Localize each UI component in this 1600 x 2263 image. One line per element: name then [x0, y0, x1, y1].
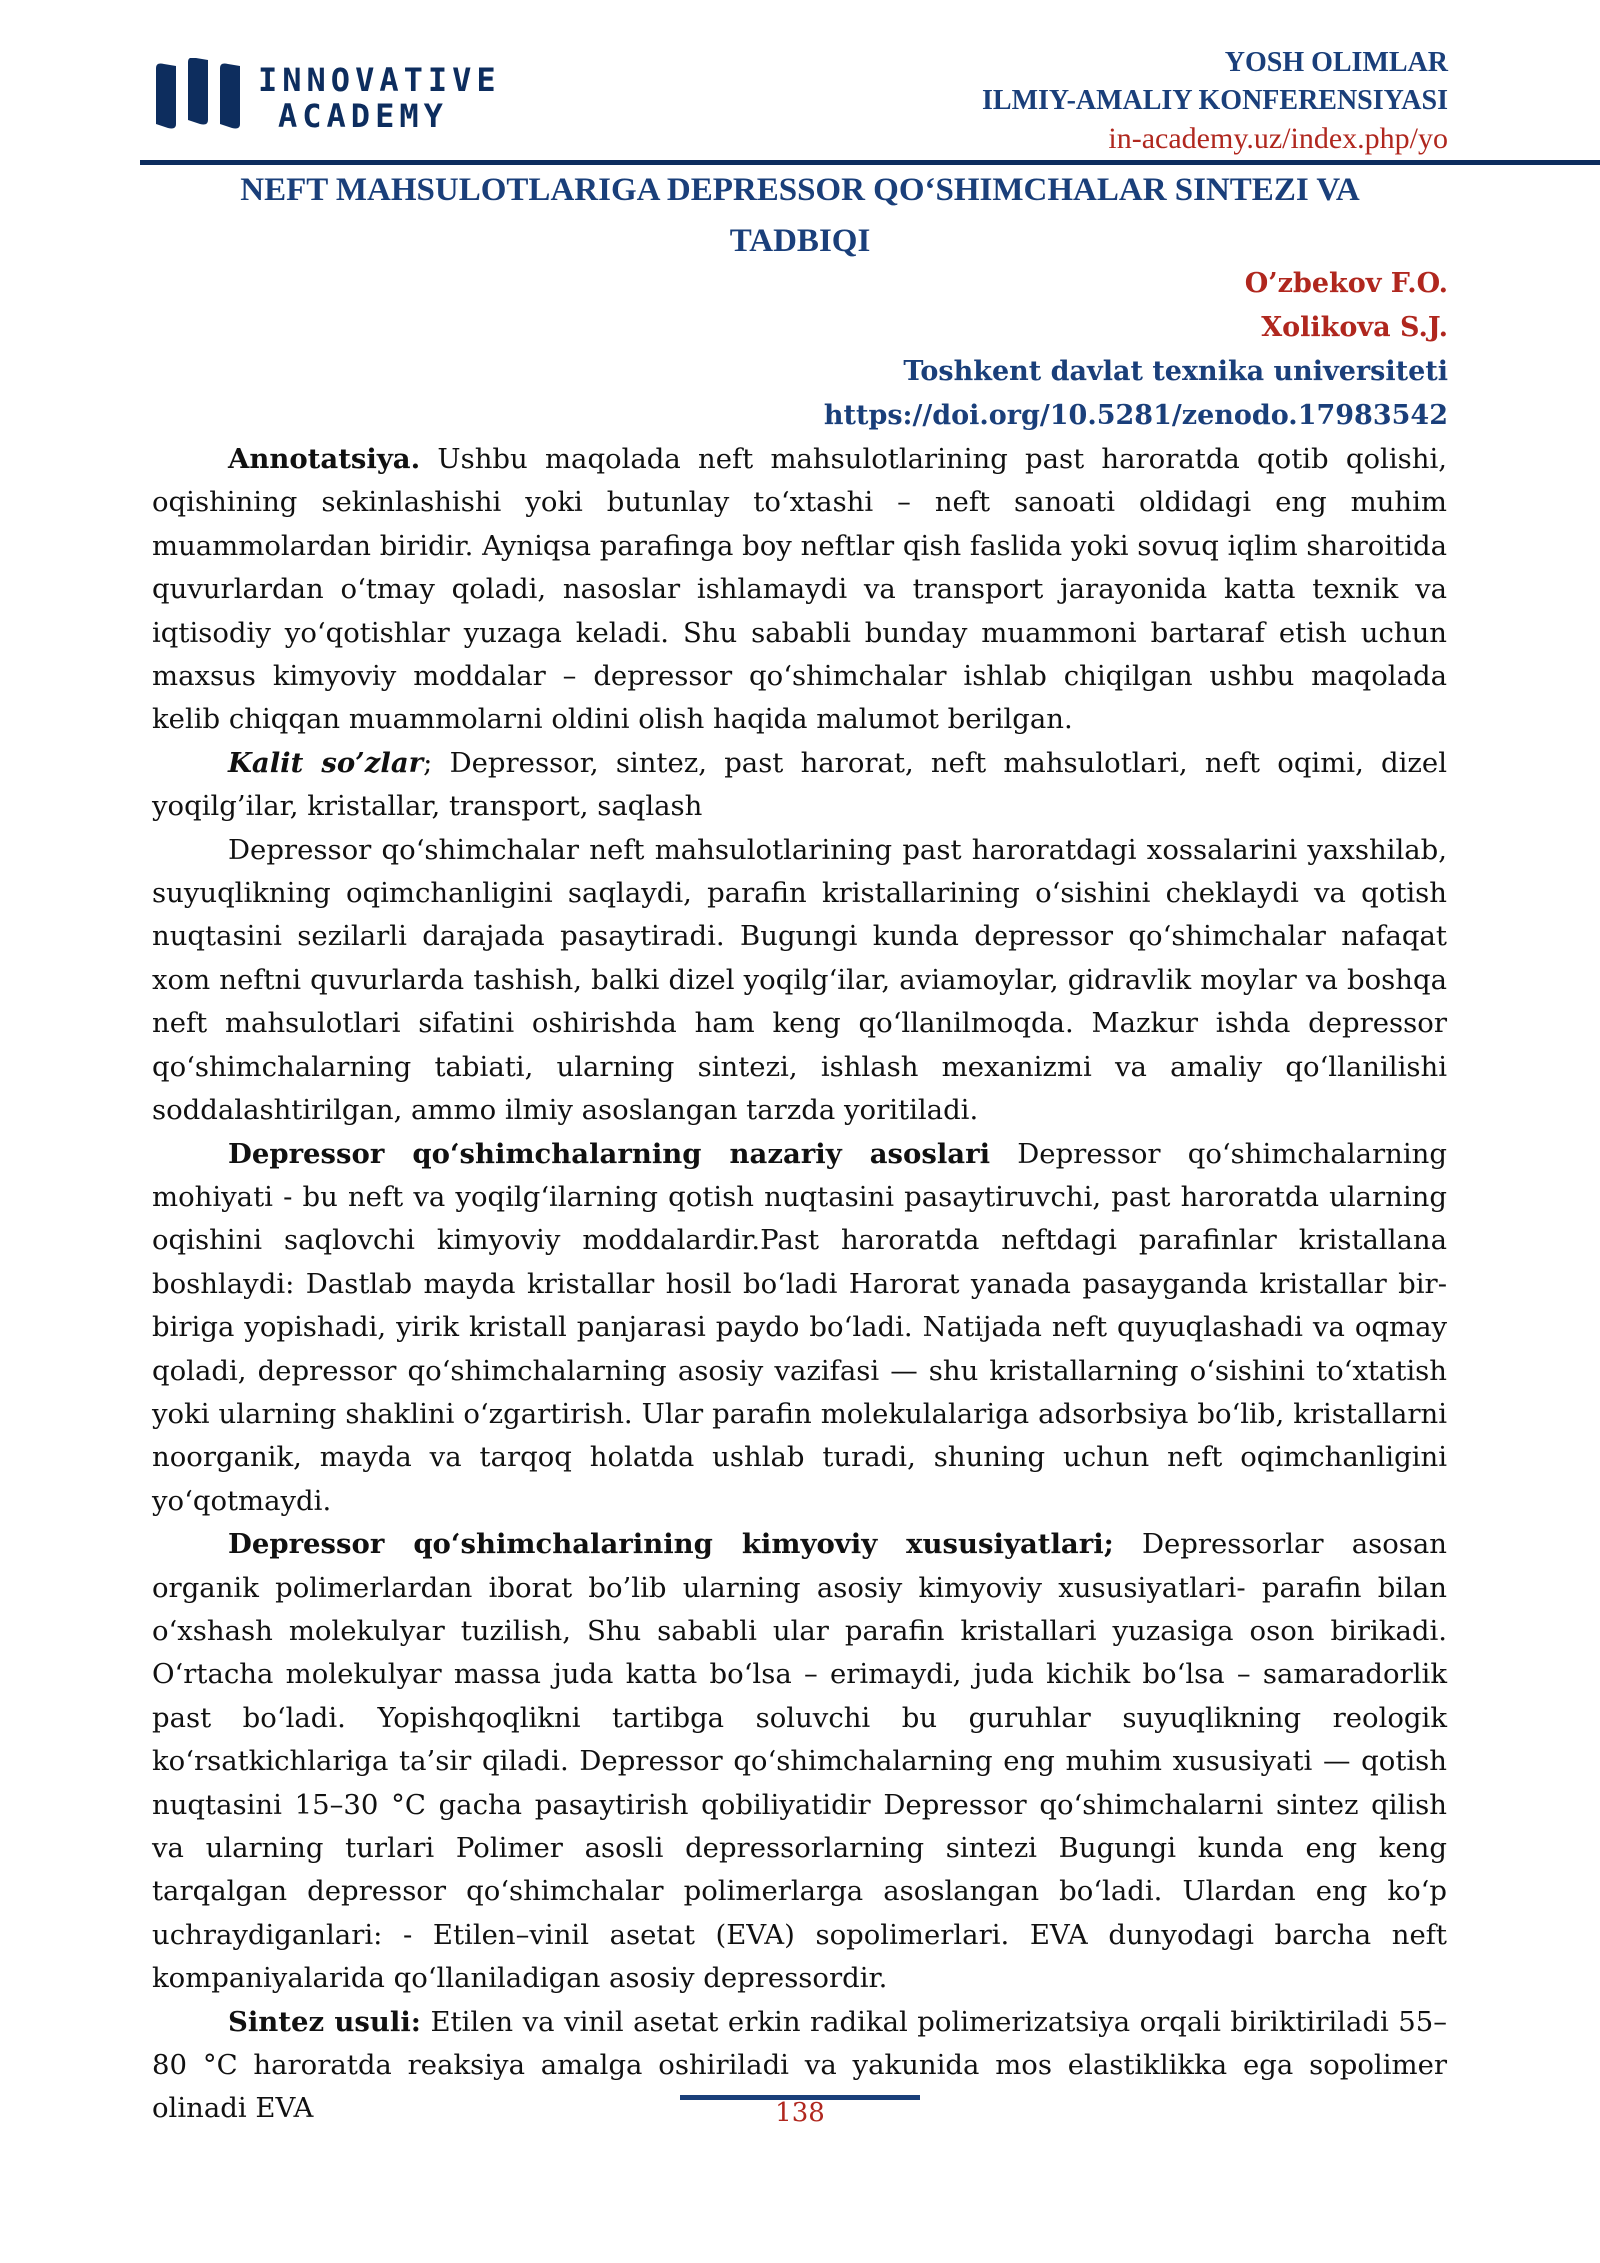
keywords-text: ; Depressor, sintez, past harorat, neft mahsulotlari, neft oqimi, dizel yoqilg’ilar, kristallar, transport, saqlash — [152, 746, 1447, 823]
logo-line2: ACADEMY — [278, 97, 448, 135]
author-2: Xolikova S.J. — [1261, 312, 1448, 343]
page-number: 138 — [775, 2098, 825, 2128]
publisher-logo — [150, 58, 501, 135]
paper-meta — [824, 262, 1448, 438]
abstract-text: Ushbu maqolada neft mahsulotlarining past haroratda qotib qolishi, oqishining sekinlashishi yoki butunlay to‘xtashi – neft sanoati oldidagi eng muhim muammolardan biridir. Ayniqsa parafinga boy neftlar qish faslida yoki sovuq iqlim sharoitida quvurlardan o‘tmay qoladi, nasoslar ishlamaydi va transport jarayonida katta texnik va iqtisodiy yo‘qotishlar yuzaga keladi. Shu sababli bunday muammoni bartaraf etish uchun maxsus kimyoviy moddalar – depressor qo‘shimchalar ishlab chiqilgan ushbu maqolada kelib chiqqan muammolarni oldini olish haqida malumot berilgan. — [152, 443, 1447, 736]
paper-title — [180, 165, 1420, 267]
theory-heading: Depressor qo‘shimchalarning nazariy asoslari — [228, 1137, 991, 1170]
keywords-paragraph — [152, 742, 1447, 829]
doi-link[interactable]: https://doi.org/10.5281/zenodo.17983542 — [823, 400, 1448, 431]
logo-line1: INNOVATIVE — [258, 61, 501, 99]
abstract-label: Annotatsiya. — [228, 443, 421, 475]
keywords-label: Kalit so’zlar — [228, 746, 424, 779]
logo-mark-icon — [150, 58, 250, 130]
paper-body — [152, 438, 1447, 2131]
conference-header — [982, 44, 1448, 158]
title-line2: TADBIQI — [729, 223, 871, 259]
synthesis-heading: Sintez usuli: — [228, 2005, 421, 2038]
affiliation: Toshkent davlat texnika universiteti — [903, 356, 1448, 387]
theory-text: Depressor qo‘shimchalarning mohiyati - bu neft va yoqilg‘ilarning qotish nuqtasini pasaytiruvchi, past haroratda ularning oqishini saqlovchi kimyoviy moddalardir.Past haroratda neftdagi parafinlar kristallana boshlaydi: Dastlab mayda kristallar hosil bo‘ladi Harorat yanada pasayganda kristallar bir-biriga yopishadi, yirik kristall panjarasi paydo bo‘ladi. Natijada neft quyuqlashadi va oqmay qoladi, depressor qo‘shimchalarning asosiy vazifasi — shu kristallarning o‘sishini to‘xtatish yoki ularning shaklini o‘zgartirish. Ular parafin molekulalariga adsorbsiya bo‘lib, kristallarni noorganik, mayda va tarqoq holatda ushlab turadi, shuning uchun neft oqimchanligini yo‘qotmaydi. — [152, 1137, 1447, 1517]
conference-line2: ILMIY-AMALIY KONFERENSIYASI — [982, 85, 1448, 116]
chem-paragraph — [152, 1523, 1447, 2000]
theory-paragraph — [152, 1133, 1447, 1524]
synthesis-text: Etilen va vinil asetat erkin radikal polimerizatsiya orqali biriktiriladi 55–80 °C haroratda reaksiya amalga oshiriladi va yakunida mos elastiklikka ega sopolimer olinadi EVA — [152, 2005, 1447, 2125]
abstract-paragraph — [152, 438, 1447, 742]
title-line1: NEFT MAHSULOTLARIGA DEPRESSOR QO‘SHIMCHALAR SINTEZI VA — [240, 172, 1360, 208]
intro-paragraph: Depressor qo‘shimchalar neft mahsulotlarining past haroratdagi xossalarini yaxshilab, suyuqlikning oqimchanligini saqlaydi, parafin kristallarining o‘sishini cheklaydi va qotish nuqtasini sezilarli darajada pasaytiradi. Bugungi kunda depressor qo‘shimchalar nafaqat xom neftni quvurlarda tashish, balki dizel yoqilg‘ilar, aviamoylar, gidravlik moylar va boshqa neft mahsulotlari sifatini oshirishda ham keng qo‘llanilmoqda. Mazkur ishda depressor qo‘shimchalarning tabiati, ularning sintezi, ishlash mexanizmi va amaliy qo‘llanilishi soddalashtirilgan, ammo ilmiy asoslangan tarzda yoritiladi. — [152, 833, 1447, 1127]
conference-line1: YOSH OLIMLAR — [1224, 47, 1448, 78]
chem-text: Depressorlar asosan organik polimerlardan iborat bo’lib ularning asosiy kimyoviy xususiyatlari- parafin bilan o‘xshash molekulyar tuzilish, Shu sababli ular parafin kristallari yuzasiga oson birikadi. O‘rtacha molekulyar massa juda katta bo‘lsa – erimaydi, juda kichik bo‘lsa – samaradorlik past bo‘ladi. Yopishqoqlikni tartibga soluvchi bu guruhlar suyuqlikning reologik ko‘rsatkichlariga ta’sir qiladi. Depressor qo‘shimchalarning eng muhim xususiyati — qotish nuqtasini 15–30 °C gacha pasaytirish qobiliyatidir Depressor qo‘shimchalarni sintez qilish va ularning turlari Polimer asosli depressorlarning sintezi Bugungi kunda eng keng tarqalgan depressor qo‘shimchalar polimerlarga asoslangan bo‘ladi. Ulardan eng ko‘p uchraydiganlari: - Etilen–vinil asetat (EVA) sopolimerlari. EVA dunyodagi barcha neft kompaniyalarida qo‘llaniladigan asosiy depressordir. — [152, 1528, 1447, 1995]
logo-wordmark — [258, 62, 501, 134]
chem-heading: Depressor qo‘shimchalarining kimyoviy xususiyatlari; — [228, 1528, 1114, 1561]
author-1: O’zbekov F.O. — [1244, 268, 1448, 299]
journal-link[interactable]: in-academy.uz/index.php/yo — [1108, 122, 1448, 155]
